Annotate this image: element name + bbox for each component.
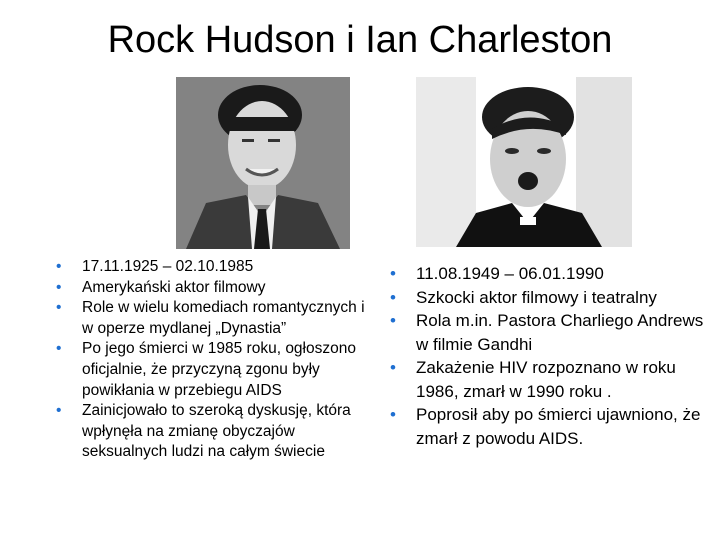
list-item: • Po jego śmierci w 1985 roku, ogłoszono oficjalnie, że przyczyną zgonu były powikłania w przebiegu AIDS: [54, 339, 370, 401]
slide-title: Rock Hudson i Ian Charleston: [107, 19, 613, 61]
list-item: • 11.08.1949 – 06.01.1990: [388, 262, 704, 286]
list-item: • 17.11.1925 – 02.10.1985: [54, 257, 370, 278]
list-item: • Rola m.in. Pastora Charliego Andrews w filmie Gandhi: [388, 309, 704, 356]
list-item: • Role w wielu komediach romantycznych i w operze mydlanej „Dynastia”: [54, 298, 370, 339]
list-item: • Zakażenie HIV rozpoznano w roku 1986, zmarł w 1990 roku .: [388, 356, 704, 403]
list-item: • Poprosił aby po śmierci ujawniono, że zmarł z powodu AIDS.: [388, 403, 704, 450]
list-item: • Amerykański aktor filmowy: [54, 278, 370, 299]
rock-hudson-photo: [176, 77, 350, 249]
list-item: • Szkocki aktor filmowy i teatralny: [388, 286, 704, 310]
rock-hudson-facts-list: [54, 257, 370, 463]
ian-charleston-facts-list: [388, 262, 704, 450]
list-item: • Zainicjowało to szeroką dyskusję, która wpłynęła na zmianę obyczajów seksualnych ludzi na całym świecie: [54, 401, 370, 463]
ian-charleston-photo: [416, 77, 632, 247]
